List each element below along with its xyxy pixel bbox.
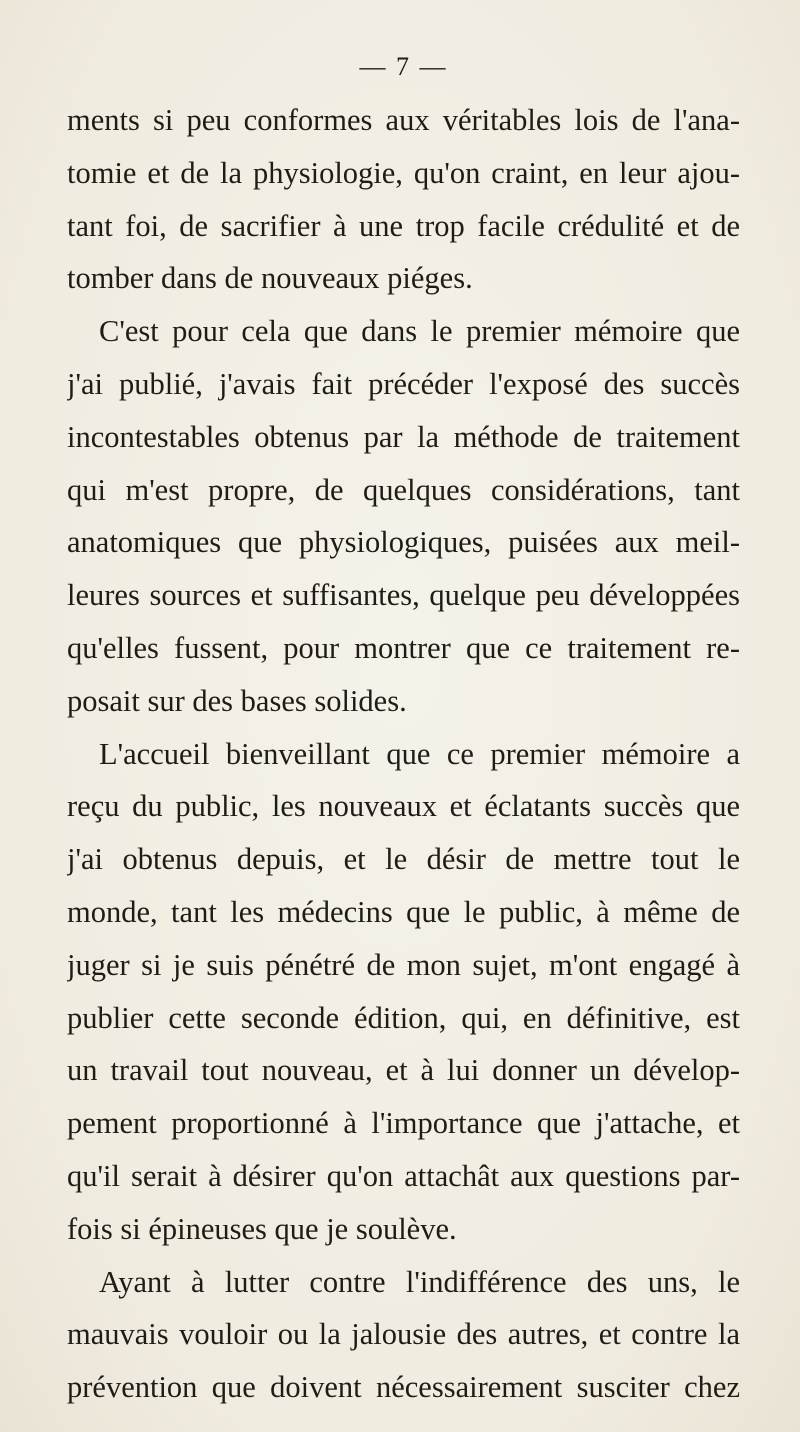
text-line: C'est pour cela que dans le premier mémoire que xyxy=(99,314,740,349)
text-line: posait sur des bases solides. xyxy=(67,683,407,718)
text-line: publier cette seconde édition, qui, en définitive, est xyxy=(67,1000,740,1035)
text-line: L'accueil bienveillant que ce premier mémoire a xyxy=(99,736,740,771)
text-line: tomber dans de nouveaux piéges. xyxy=(67,261,473,296)
text-line: mauvais vouloir ou la jalousie des autres, et contre la xyxy=(67,1317,740,1352)
text-line: leures sources et suffisantes, quelque peu développées xyxy=(67,578,740,613)
text-line: incontestables obtenus par la méthode de traitement xyxy=(67,419,740,454)
text-line: tant foi, de sacrifier à une trop facile crédulité et de xyxy=(67,208,740,243)
text-line: qu'elles fussent, pour montrer que ce traitement re- xyxy=(67,630,740,665)
text-line: anatomiques que physiologiques, puisées aux meil- xyxy=(67,525,740,560)
text-line: prévention que doivent nécessairement susciter chez xyxy=(67,1370,740,1405)
text-line: reçu du public, les nouveaux et éclatants succès que xyxy=(67,789,740,824)
text-line: monde, tant les médecins que le public, à même de xyxy=(67,894,740,929)
body-text xyxy=(67,94,740,1414)
text-line: Ayant à lutter contre l'indifférence des uns, le xyxy=(99,1264,740,1299)
text-line: j'ai obtenus depuis, et le désir de mettre tout le xyxy=(67,842,740,877)
text-line: qui m'est propre, de quelques considérations, tant xyxy=(67,472,740,507)
text-line: un travail tout nouveau, et à lui donner un dévelop- xyxy=(67,1053,740,1088)
text-line: qu'il serait à désirer qu'on attachât aux questions par- xyxy=(67,1158,740,1193)
text-line: pement proportionné à l'importance que j'attache, et xyxy=(67,1106,740,1141)
text-line: tomie et de la physiologie, qu'on craint, en leur ajou- xyxy=(67,155,740,190)
page-number: — 7 — xyxy=(359,52,448,81)
text-line: j'ai publié, j'avais fait précéder l'exposé des succès xyxy=(67,366,740,401)
text-line: juger si je suis pénétré de mon sujet, m'ont engagé à xyxy=(67,947,740,982)
text-line: ments si peu conformes aux véritables lois de l'ana- xyxy=(67,103,740,137)
text-line: fois si épineuses que je soulève. xyxy=(67,1211,457,1246)
